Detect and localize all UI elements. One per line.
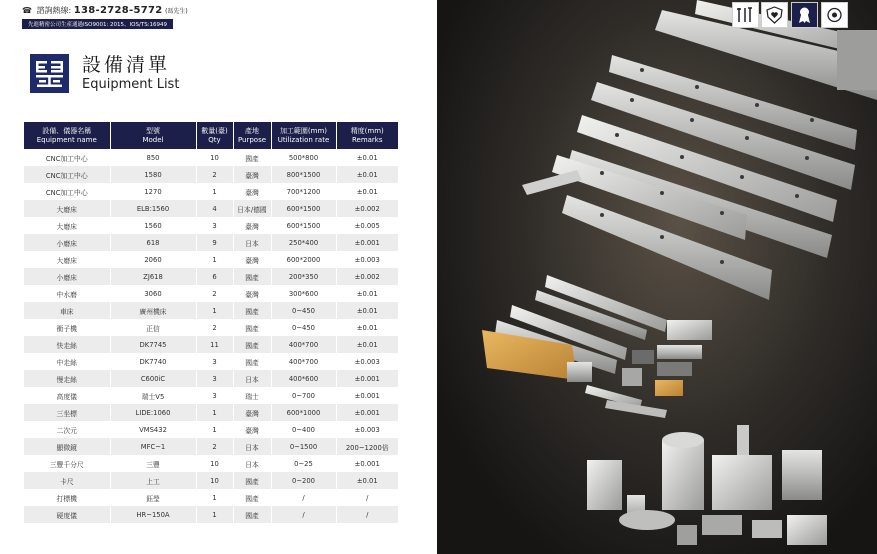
column-header-zh: 設備、儀器名稱	[42, 126, 92, 135]
table-cell: ±0.003	[336, 353, 398, 370]
table-cell: 大磨床	[24, 217, 110, 234]
table-cell: VMS432	[110, 421, 196, 438]
table-cell: 1580	[110, 166, 196, 183]
table-cell: ±0.01	[336, 285, 398, 302]
table-cell: 1560	[110, 217, 196, 234]
table-row	[24, 268, 398, 285]
table-cell: 臺灣	[233, 421, 271, 438]
table-cell: 3	[196, 370, 233, 387]
page-title: 設備清單	[82, 54, 171, 76]
table-row	[24, 302, 398, 319]
table-cell: 日本	[233, 438, 271, 455]
hotline	[22, 5, 188, 16]
table-cell: 1	[196, 421, 233, 438]
table-cell: 2	[196, 166, 233, 183]
table-cell: 3	[196, 217, 233, 234]
table-cell: 臺灣	[233, 404, 271, 421]
table-row	[24, 217, 398, 234]
column-header	[271, 122, 336, 149]
table-cell: 日本/德國	[233, 200, 271, 217]
table-cell: 高度儀	[24, 387, 110, 404]
table-cell: ±0.001	[336, 370, 398, 387]
table-cell: 400*700	[271, 353, 336, 370]
table-row	[24, 149, 398, 166]
table-cell: 大磨床	[24, 251, 110, 268]
table-cell: 日本	[233, 234, 271, 251]
table-cell: LIDE:1060	[110, 404, 196, 421]
table-cell: 國產	[233, 302, 271, 319]
table-row	[24, 438, 398, 455]
table-cell: ±0.01	[336, 319, 398, 336]
table-row	[24, 166, 398, 183]
table-cell: 國產	[233, 149, 271, 166]
table-cell: ±0.001	[336, 455, 398, 472]
table-cell: 國產	[233, 353, 271, 370]
table-cell: /	[271, 506, 336, 523]
column-header-en: Purpose	[237, 135, 267, 144]
table-cell: 國產	[233, 336, 271, 353]
table-cell: 國產	[233, 268, 271, 285]
medal-icon	[791, 2, 818, 28]
table-cell: 慢走絲	[24, 370, 110, 387]
table-cell: 10	[196, 455, 233, 472]
table-cell: DK7745	[110, 336, 196, 353]
table-cell: 600*1500	[271, 217, 336, 234]
table-cell: CNC加工中心	[24, 183, 110, 200]
table-cell: 卡尺	[24, 472, 110, 489]
table-cell: MFC~1	[110, 438, 196, 455]
table-cell: 1270	[110, 183, 196, 200]
table-row	[24, 472, 398, 489]
table-row	[24, 183, 398, 200]
table-cell: ±0.01	[336, 183, 398, 200]
table-cell: 顯微鏡	[24, 438, 110, 455]
column-header-zh: 型號	[146, 126, 160, 135]
table-row	[24, 234, 398, 251]
table-body	[24, 149, 398, 523]
table-cell: ±0.001	[336, 234, 398, 251]
table-cell: CNC加工中心	[24, 166, 110, 183]
logo-glyph-icon	[34, 58, 65, 89]
table-cell: 2	[196, 438, 233, 455]
table-cell: 400*600	[271, 370, 336, 387]
table-cell: 1	[196, 489, 233, 506]
table-cell: 打標機	[24, 489, 110, 506]
column-header	[196, 122, 233, 149]
steel-rails	[522, 55, 857, 300]
table-cell: ELB:1560	[110, 200, 196, 217]
table-cell: /	[271, 489, 336, 506]
table-row	[24, 251, 398, 268]
table-cell: 3060	[110, 285, 196, 302]
table-cell: 11	[196, 336, 233, 353]
table-cell: 2060	[110, 251, 196, 268]
table-cell: ±0.005	[336, 217, 398, 234]
table-cell: ±0.003	[336, 251, 398, 268]
table-cell: 3	[196, 353, 233, 370]
table-cell: 850	[110, 149, 196, 166]
table-cell: ZJ618	[110, 268, 196, 285]
column-header-zh: 數量(臺)	[201, 126, 228, 135]
table-cell: ±0.01	[336, 472, 398, 489]
table-row	[24, 285, 398, 302]
table-cell: HR~150A	[110, 506, 196, 523]
table-row	[24, 336, 398, 353]
table-cell: 10	[196, 472, 233, 489]
table-cell: DK7740	[110, 353, 196, 370]
table-cell: 廣州機床	[110, 302, 196, 319]
table-cell: 鈺瑩	[110, 489, 196, 506]
page-subtitle: Equipment List	[82, 77, 180, 92]
table-cell: 0~1500	[271, 438, 336, 455]
product-photo	[437, 0, 877, 554]
table-cell: 硬度儀	[24, 506, 110, 523]
table-row	[24, 489, 398, 506]
table-cell: 臺灣	[233, 285, 271, 302]
table-cell: 3	[196, 387, 233, 404]
table-cell: 1	[196, 251, 233, 268]
table-cell: 800*1500	[271, 166, 336, 183]
column-header-zh: 加工範圍(mm)	[279, 126, 328, 135]
column-header-en: Remarks	[351, 135, 383, 144]
column-header	[24, 122, 110, 149]
hotline-label: 諮詢熱線:	[36, 6, 72, 15]
table-cell: ±0.003	[336, 421, 398, 438]
table-cell: 0~450	[271, 319, 336, 336]
column-header-zh: 產地	[245, 126, 259, 135]
column-header	[110, 122, 196, 149]
blade-parts	[482, 275, 712, 418]
table-cell: 1	[196, 404, 233, 421]
table-cell: ±0.002	[336, 268, 398, 285]
table-cell: CNC加工中心	[24, 149, 110, 166]
equipment-page	[0, 0, 437, 554]
phone-icon: ☎	[22, 6, 32, 15]
table-cell: 0~400	[271, 421, 336, 438]
column-header	[336, 122, 398, 149]
table-row	[24, 404, 398, 421]
table-cell: ±0.001	[336, 404, 398, 421]
table-cell: 三坐標	[24, 404, 110, 421]
hotline-number: 138-2728-5772	[73, 5, 163, 16]
table-cell: 200*350	[271, 268, 336, 285]
table-cell: 2	[196, 319, 233, 336]
table-cell: 臺灣	[233, 251, 271, 268]
table-cell: 國產	[233, 472, 271, 489]
table-cell: 正信	[110, 319, 196, 336]
table-cell: 300*600	[271, 285, 336, 302]
table-cell: 臺灣	[233, 166, 271, 183]
table-cell: 瑞士	[233, 387, 271, 404]
table-cell: ±0.01	[336, 302, 398, 319]
table-cell: ±0.01	[336, 149, 398, 166]
table-cell: 上工	[110, 472, 196, 489]
table-cell: 中走絲	[24, 353, 110, 370]
table-cell: 1	[196, 506, 233, 523]
table-cell: 小磨床	[24, 268, 110, 285]
certification-banner: 先進精密公司生產通過ISO9001: 2015、IOS/TS:16949	[22, 19, 173, 29]
table-cell: 國產	[233, 319, 271, 336]
table-cell: 250*400	[271, 234, 336, 251]
table-cell: 618	[110, 234, 196, 251]
table-row	[24, 455, 398, 472]
table-row	[24, 200, 398, 217]
table-cell: 0~25	[271, 455, 336, 472]
table-cell: C600iC	[110, 370, 196, 387]
table-cell: 臺灣	[233, 217, 271, 234]
table-cell: 國產	[233, 506, 271, 523]
hotline-contact: (馮先生)	[165, 8, 188, 15]
table-cell: 400*700	[271, 336, 336, 353]
table-cell: 1	[196, 183, 233, 200]
table-cell: 2	[196, 285, 233, 302]
table-cell: 700*1200	[271, 183, 336, 200]
table-cell: 9	[196, 234, 233, 251]
table-row	[24, 506, 398, 523]
table-cell: 快走絲	[24, 336, 110, 353]
table-cell: 三豐千分尺	[24, 455, 110, 472]
table-cell: 1	[196, 302, 233, 319]
equipment-table	[24, 122, 398, 523]
tools-icon	[732, 2, 759, 28]
column-header-en: Model	[142, 135, 164, 144]
table-row	[24, 387, 398, 404]
table-cell: 0~200	[271, 472, 336, 489]
machined-parts	[587, 425, 827, 545]
table-cell: 臺灣	[233, 183, 271, 200]
column-header-en: Qty	[208, 135, 221, 144]
table-cell: 600*1000	[271, 404, 336, 421]
table-cell: 中水磨	[24, 285, 110, 302]
table-cell: /	[336, 489, 398, 506]
table-cell: 600*2000	[271, 251, 336, 268]
table-row	[24, 370, 398, 387]
table-cell: 200~1200倍	[336, 438, 398, 455]
table-row	[24, 353, 398, 370]
table-cell: ±0.01	[336, 166, 398, 183]
column-header-zh: 精度(mm)	[350, 126, 384, 135]
table-cell: /	[336, 506, 398, 523]
table-cell: 小磨床	[24, 234, 110, 251]
table-cell: 瑞士V5	[110, 387, 196, 404]
table-cell: ±0.001	[336, 387, 398, 404]
table-cell: 大磨床	[24, 200, 110, 217]
table-cell: 600*1500	[271, 200, 336, 217]
table-cell: ±0.01	[336, 336, 398, 353]
table-cell: 日本	[233, 370, 271, 387]
table-cell: 6	[196, 268, 233, 285]
logo	[30, 54, 69, 93]
table-cell: 0~700	[271, 387, 336, 404]
table-cell: 10	[196, 149, 233, 166]
product-photo-panel	[437, 0, 877, 554]
table-cell: 500*800	[271, 149, 336, 166]
shield-heart-icon	[761, 2, 788, 28]
table-cell: 衝子機	[24, 319, 110, 336]
table-cell: ±0.002	[336, 200, 398, 217]
table-cell: 三豐	[110, 455, 196, 472]
table-cell: 車床	[24, 302, 110, 319]
gear-icon	[821, 2, 848, 28]
column-header-en: Utilization rate	[277, 135, 330, 144]
table-cell: 二次元	[24, 421, 110, 438]
column-header	[233, 122, 271, 149]
table-cell: 4	[196, 200, 233, 217]
table-row	[24, 421, 398, 438]
table-cell: 日本	[233, 455, 271, 472]
table-row	[24, 319, 398, 336]
table-cell: 0~450	[271, 302, 336, 319]
table-header	[24, 122, 398, 149]
table-cell: 國產	[233, 489, 271, 506]
column-header-en: Equipment name	[36, 135, 97, 144]
